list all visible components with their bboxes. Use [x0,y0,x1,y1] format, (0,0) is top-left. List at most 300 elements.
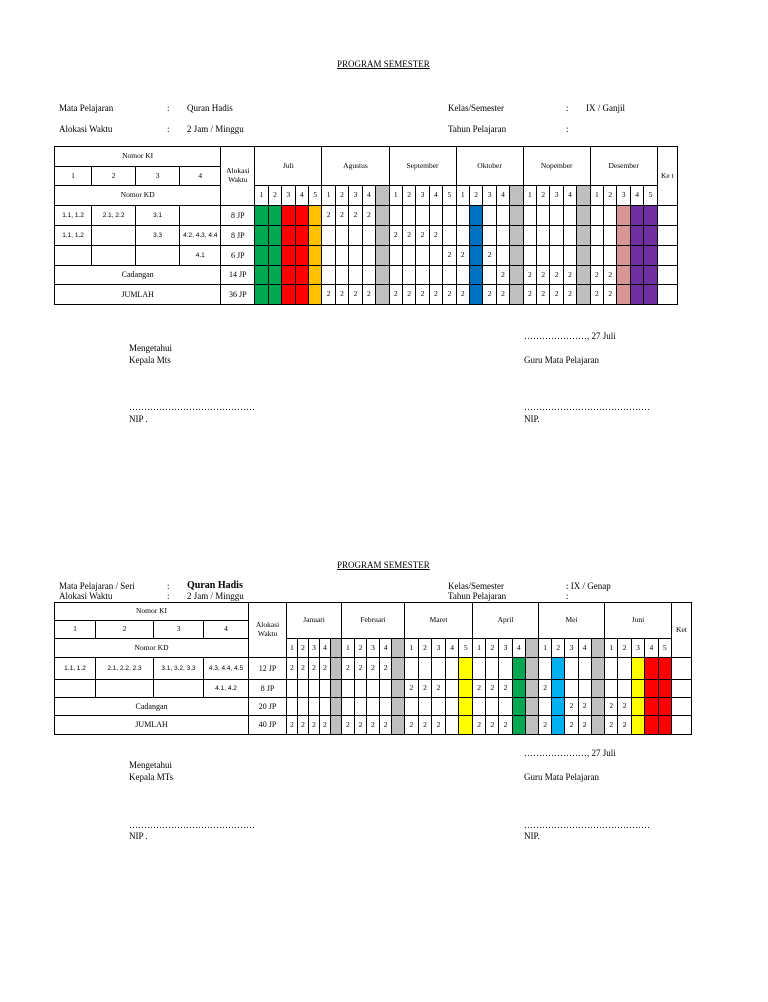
kd-cell: 4.1, 4.2 [204,680,249,698]
schedule-cell: 2 [416,285,429,305]
schedule-cell: 2 [496,266,509,285]
table-row [55,226,678,246]
schedule-cell [523,246,536,266]
ki-column-2: 2 [92,167,136,186]
week-number: 1 [322,186,335,206]
schedule-cell [483,266,496,285]
week-number: 3 [631,639,644,658]
week-number: 2 [537,186,550,206]
schedule-cell-green [268,206,281,226]
month-header-oktober: Oktober [456,147,523,186]
schedule-cell [287,698,298,716]
schedule-cell-gray [577,226,590,246]
page-title: PROGRAM SEMESTER [337,560,430,570]
schedule-cell: 2 [537,266,550,285]
kd-cell: 1.1, 1.2 [55,226,92,246]
ket-cell [671,680,691,698]
schedule-cell-gray [331,658,342,680]
schedule-cell [590,246,603,266]
schedule-cell: 2 [349,285,362,305]
schedule-cell [402,266,415,285]
schedule-cell: 2 [499,680,512,698]
ki-column-1: 1 [55,621,96,639]
week-number: 3 [432,639,446,658]
schedule-cell [362,266,375,285]
schedule-cell [537,226,550,246]
alokasi-cell: 20 JP [249,698,287,716]
schedule-cell [418,658,432,680]
alokasi-label: Alokasi Waktu [59,124,113,134]
week-number: 3 [282,186,295,206]
schedule-cell-blue [469,226,482,246]
week-number [331,639,342,658]
alokasi-label: Alokasi Waktu [59,591,113,601]
schedule-cell [563,226,576,246]
week-number: 2 [268,186,281,206]
signature-line-left: …………………………………… [129,820,255,830]
schedule-cell-cyan [552,680,565,698]
schedule-cell [604,206,617,226]
schedule-cell [379,680,392,698]
schedule-cell-red [282,246,295,266]
schedule-cell [443,266,456,285]
schedule-cell-pink [617,285,630,305]
schedule-cell [354,698,367,716]
schedule-cell [432,658,446,680]
schedule-cell-red [658,658,671,680]
mapel-label: Mata Pelajaran / Seri [59,581,135,591]
schedule-cell [496,206,509,226]
schedule-cell-gray [376,266,389,285]
mengetahui-label: Mengetahui [129,343,172,353]
schedule-cell-purple [644,206,657,226]
schedule-cell-blue [469,266,482,285]
date-line: …………………, 27 Juli [524,748,616,758]
week-number: 3 [550,186,563,206]
schedule-cell [389,246,402,266]
schedule-cell: 2 [309,716,320,735]
schedule-cell-gray [577,285,590,305]
kd-cell [154,680,204,698]
schedule-cell: 2 [537,285,550,305]
schedule-cell-purple [630,246,643,266]
schedule-cell: 2 [550,285,563,305]
schedule-cell: 2 [405,716,419,735]
schedule-cell [445,658,459,680]
schedule-cell-green [512,658,525,680]
schedule-cell: 2 [362,285,375,305]
kd-cell: 4.3, 4.4, 4.5 [204,658,249,680]
schedule-cell: 2 [456,246,469,266]
kd-cell [92,226,136,246]
schedule-cell [605,680,618,698]
schedule-cell [550,246,563,266]
schedule-cell: 2 [429,226,442,246]
schedule-cell: 2 [483,285,496,305]
schedule-cell [379,698,392,716]
schedule-cell: 2 [483,246,496,266]
table-row [55,266,678,285]
week-number: 3 [349,186,362,206]
schedule-cell-yellow [459,658,473,680]
week-number: 3 [483,186,496,206]
page-title: PROGRAM SEMESTER [337,59,430,69]
month-header-april: April [473,603,539,639]
table-row [55,680,692,698]
kd-cell: 3.3 [136,226,180,246]
week-number: 2 [552,639,565,658]
schedule-cell-green [268,226,281,246]
schedule-cell [578,680,591,698]
kepala-label: Kepala MTs [129,772,174,782]
schedule-cell-red [295,285,308,305]
schedule-cell-gray [591,716,604,735]
schedule-cell-gray [392,698,405,716]
schedule-cell: 2 [362,206,375,226]
schedule-cell [402,206,415,226]
semester-table [54,602,692,735]
alokasi-cell: 36 JP [221,285,255,305]
alokasi-value: 2 Jam / Minggu [187,124,244,134]
schedule-cell: 2 [367,658,380,680]
schedule-cell: 2 [604,285,617,305]
schedule-cell [618,680,631,698]
week-number: 3 [565,639,578,658]
row-label: JUMLAH [55,716,249,735]
ki-column-3: 3 [154,621,204,639]
schedule-cell-purple [630,226,643,246]
schedule-cell [539,658,552,680]
schedule-cell: 2 [379,658,392,680]
schedule-cell-green [512,716,525,735]
ket-cell [671,698,691,716]
schedule-cell [445,716,459,735]
schedule-cell: 2 [486,716,499,735]
schedule-cell: 2 [523,266,536,285]
schedule-cell: 2 [418,716,432,735]
row-label: Cadangan [55,698,249,716]
week-number: 1 [605,639,618,658]
schedule-cell: 2 [590,285,603,305]
kelas-label: Kelas/Semester [448,581,504,591]
schedule-cell [389,266,402,285]
schedule-cell: 2 [342,658,355,680]
schedule-cell-gray [510,285,523,305]
alokasi-sep: : [167,591,170,601]
kd-cell: 3.1, 3.2, 3.3 [154,658,204,680]
ki-column-4: 4 [180,167,221,186]
schedule-cell [483,206,496,226]
schedule-cell [309,698,320,716]
schedule-cell-red [295,246,308,266]
schedule-cell-blue [469,246,482,266]
schedule-cell: 2 [550,266,563,285]
week-number: 2 [604,186,617,206]
schedule-cell: 2 [335,206,348,226]
schedule-cell-gray [392,716,405,735]
schedule-cell: 2 [539,716,552,735]
alokasi-waktu-header: Alokasi Waktu [249,603,287,658]
week-number: 3 [309,639,320,658]
schedule-cell-pink [617,246,630,266]
mengetahui-label: Mengetahui [129,760,172,770]
nomor-ki-header: Nomor KI [55,147,221,167]
schedule-cell-red [282,206,295,226]
schedule-cell: 2 [565,716,578,735]
schedule-cell-gray [525,698,538,716]
tahun-label: Tahun Pelajaran [448,591,507,601]
week-number: 1 [539,639,552,658]
schedule-cell [496,246,509,266]
schedule-cell-green [255,206,268,226]
schedule-cell [563,246,576,266]
schedule-cell [362,246,375,266]
schedule-cell: 2 [429,285,442,305]
schedule-cell [445,680,459,698]
schedule-cell: 2 [379,716,392,735]
week-number: 1 [389,186,402,206]
week-number: 4 [295,186,308,206]
schedule-cell: 2 [389,226,402,246]
schedule-cell-yellow [631,680,644,698]
schedule-cell-purple [630,206,643,226]
schedule-cell-green [512,680,525,698]
alokasi-cell: 8 JP [249,680,287,698]
schedule-cell-gray [376,206,389,226]
mapel-value: Quran Hadis [187,103,233,113]
week-number: 2 [486,639,499,658]
schedule-cell [443,206,456,226]
schedule-cell-green [255,246,268,266]
schedule-cell-gray [525,680,538,698]
schedule-cell [416,246,429,266]
schedule-cell: 2 [565,698,578,716]
kd-cell [180,206,221,226]
schedule-cell-cyan [552,716,565,735]
week-number: 2 [469,186,482,206]
schedule-cell [456,266,469,285]
nip-left: NIP . [129,831,148,841]
schedule-cell-cyan [552,698,565,716]
schedule-cell-red [645,680,658,698]
schedule-cell [432,698,446,716]
schedule-cell: 2 [287,716,298,735]
schedule-cell-gray [331,698,342,716]
ket-cell [657,226,677,246]
schedule-cell [604,226,617,246]
schedule-cell [342,680,355,698]
schedule-cell: 2 [443,246,456,266]
week-number: 2 [335,186,348,206]
schedule-cell [499,658,512,680]
kelas-sep: : [566,103,569,113]
signature-line-right: …………………………………… [524,402,650,412]
schedule-cell-orange [308,266,321,285]
schedule-cell-orange [308,246,321,266]
schedule-cell [405,658,419,680]
schedule-cell [287,680,298,698]
schedule-cell-yellow [631,716,644,735]
week-number: 4 [645,639,658,658]
schedule-cell: 2 [342,716,355,735]
week-number: 1 [456,186,469,206]
week-number: 5 [658,639,671,658]
week-number: 4 [362,186,375,206]
schedule-cell-gray [577,246,590,266]
schedule-cell: 2 [322,206,335,226]
schedule-cell-blue [469,206,482,226]
schedule-cell [456,206,469,226]
month-header-mei: Mei [539,603,605,639]
week-number: 4 [429,186,442,206]
schedule-cell-yellow [459,680,473,698]
schedule-cell [486,698,499,716]
table-row [55,658,692,680]
ki-column-1: 1 [55,167,92,186]
schedule-cell [298,698,309,716]
schedule-cell-red [282,285,295,305]
schedule-cell-gray [376,226,389,246]
schedule-cell: 2 [432,680,446,698]
schedule-cell: 2 [578,716,591,735]
schedule-cell-green [268,285,281,305]
nomor-kd-header: Nomor KD [55,186,221,206]
schedule-cell-green [255,285,268,305]
schedule-cell: 2 [578,698,591,716]
schedule-cell [320,698,331,716]
schedule-cell: 2 [389,285,402,305]
table-row [55,716,692,735]
week-number: 2 [354,639,367,658]
week-number: 5 [443,186,456,206]
kd-cell: 1.1, 1.2 [55,206,92,226]
schedule-cell-gray [376,285,389,305]
schedule-cell [590,226,603,246]
schedule-cell-gray [510,206,523,226]
schedule-cell-red [295,226,308,246]
date-line: …………………, 27 Juli [524,331,616,341]
schedule-cell [563,206,576,226]
week-number: 3 [367,639,380,658]
signature-line-right: …………………………………… [524,820,650,830]
schedule-cell: 2 [618,716,631,735]
schedule-cell-red [295,206,308,226]
kepala-label: Kepala Mts [129,355,171,365]
schedule-cell-purple [644,226,657,246]
schedule-cell [322,246,335,266]
schedule-cell: 2 [443,285,456,305]
schedule-cell [605,658,618,680]
alokasi-sep: : [167,124,170,134]
schedule-cell-gray [376,246,389,266]
week-number: 3 [499,639,512,658]
week-number: 3 [617,186,630,206]
nomor-ki-header: Nomor KI [55,603,249,621]
schedule-cell [429,206,442,226]
schedule-cell-green [512,698,525,716]
schedule-cell-gray [510,266,523,285]
schedule-cell [298,680,309,698]
schedule-cell-red [658,716,671,735]
schedule-cell [539,698,552,716]
schedule-cell [473,658,486,680]
schedule-cell: 2 [432,716,446,735]
schedule-cell: 2 [320,716,331,735]
schedule-cell [537,206,550,226]
alokasi-cell: 14 JP [221,266,255,285]
schedule-cell [402,246,415,266]
schedule-cell [354,680,367,698]
schedule-cell: 2 [605,716,618,735]
schedule-cell [565,658,578,680]
week-number [525,639,538,658]
schedule-cell [349,266,362,285]
kd-cell: 4.2, 4.3, 4.4 [180,226,221,246]
schedule-cell-gray [591,680,604,698]
ki-column-2: 2 [96,621,154,639]
kd-cell: 1.1, 1.2 [55,658,96,680]
nip-right: NIP. [524,831,540,841]
schedule-cell: 2 [473,716,486,735]
schedule-cell [416,266,429,285]
schedule-cell-yellow [459,698,473,716]
month-header-agustus: Agustus [322,147,389,186]
week-number: 1 [473,639,486,658]
week-number [577,186,590,206]
schedule-cell-pink [617,226,630,246]
schedule-cell-gray [392,680,405,698]
ket-cell [657,246,677,266]
week-number: 1 [405,639,419,658]
alokasi-cell: 12 JP [249,658,287,680]
schedule-cell: 2 [402,226,415,246]
schedule-cell-red [645,716,658,735]
week-number: 1 [523,186,536,206]
ket-cell [671,716,691,735]
schedule-cell [445,698,459,716]
schedule-cell-gray [591,698,604,716]
schedule-cell: 2 [354,658,367,680]
month-header-desember: Desember [590,147,657,186]
schedule-cell [537,246,550,266]
schedule-cell-green [268,266,281,285]
schedule-cell-red [282,266,295,285]
kd-cell [96,680,154,698]
schedule-cell-orange [308,285,321,305]
ket-cell [657,206,677,226]
schedule-cell [309,680,320,698]
schedule-cell-red [658,680,671,698]
schedule-cell [550,206,563,226]
alokasi-cell: 8 JP [221,226,255,246]
ket-header: Ke t [657,147,677,206]
schedule-cell: 2 [496,285,509,305]
week-number: 4 [578,639,591,658]
tahun-value: : [566,591,569,601]
schedule-cell: 2 [563,266,576,285]
schedule-cell [416,206,429,226]
kd-cell [136,246,180,266]
kd-cell: 2.1, 2.2 [92,206,136,226]
row-label: Cadangan [55,266,221,285]
schedule-cell: 2 [287,658,298,680]
week-number: 1 [255,186,268,206]
schedule-cell [367,680,380,698]
schedule-cell-purple [644,285,657,305]
kelas-value: : IX / Genap [566,581,611,591]
kd-cell [55,246,92,266]
mapel-sep: : [167,581,170,591]
